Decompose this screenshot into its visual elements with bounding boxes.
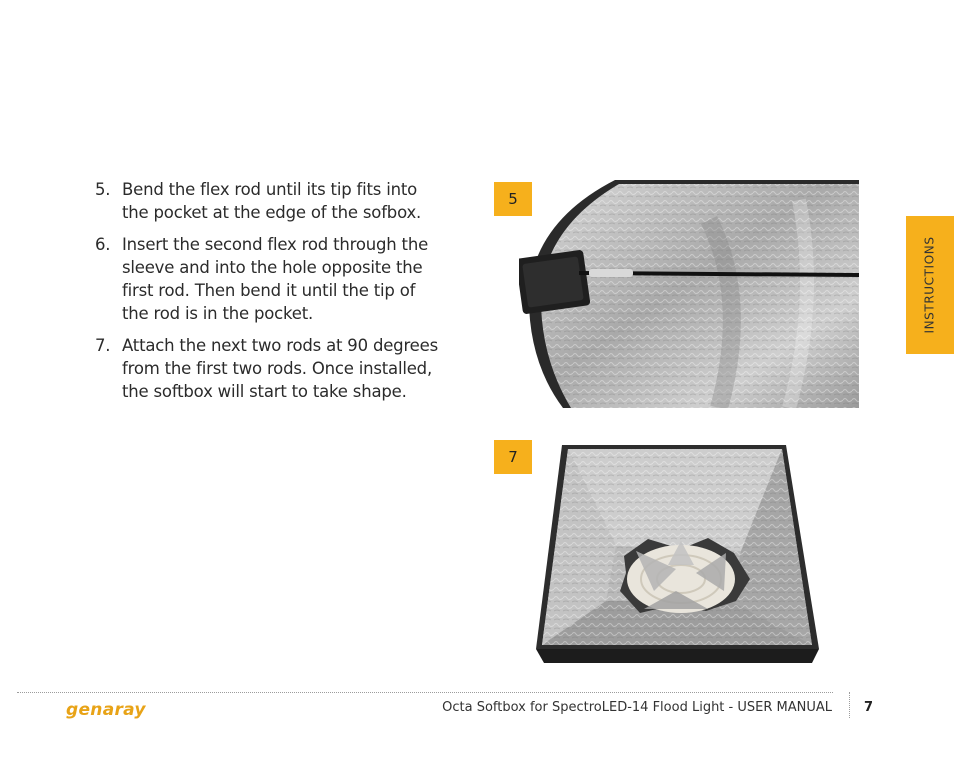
step-7	[95, 334, 445, 403]
footer-separator	[849, 692, 850, 718]
figure-5-photo	[519, 180, 859, 408]
step-5	[95, 178, 445, 224]
footer-divider	[17, 692, 833, 693]
softbox-pocket-image	[519, 180, 859, 408]
page-number: 7	[864, 700, 874, 715]
figure-7-badge: 7	[494, 440, 532, 474]
figure-5-badge: 5	[494, 182, 532, 216]
step-text: Insert the second flex rod through the sleeve and into the hole opposite the first rod. Then bend it until the tip of the rod is in the pocket.	[122, 235, 429, 323]
figure-7-photo	[536, 441, 819, 666]
step-text: Bend the flex rod until its tip fits into the pocket at the edge of the sofbox.	[122, 180, 422, 222]
side-tab-label: INSTRUCTIONS	[923, 236, 938, 334]
softbox-assembled-image	[536, 441, 819, 666]
instruction-steps	[95, 178, 445, 412]
footer-title: Octa Softbox for SpectroLED-14 Flood Light - USER MANUAL	[442, 700, 832, 715]
step-number: 7.	[95, 336, 111, 355]
step-number: 5.	[95, 180, 111, 199]
step-6	[95, 233, 445, 325]
step-number: 6.	[95, 235, 111, 254]
side-tab-instructions	[906, 216, 954, 354]
step-text: Attach the next two rods at 90 degrees from the first two rods. Once installed, the softbox will start to take shape.	[122, 336, 438, 401]
genaray-logo: genaray	[66, 700, 146, 720]
